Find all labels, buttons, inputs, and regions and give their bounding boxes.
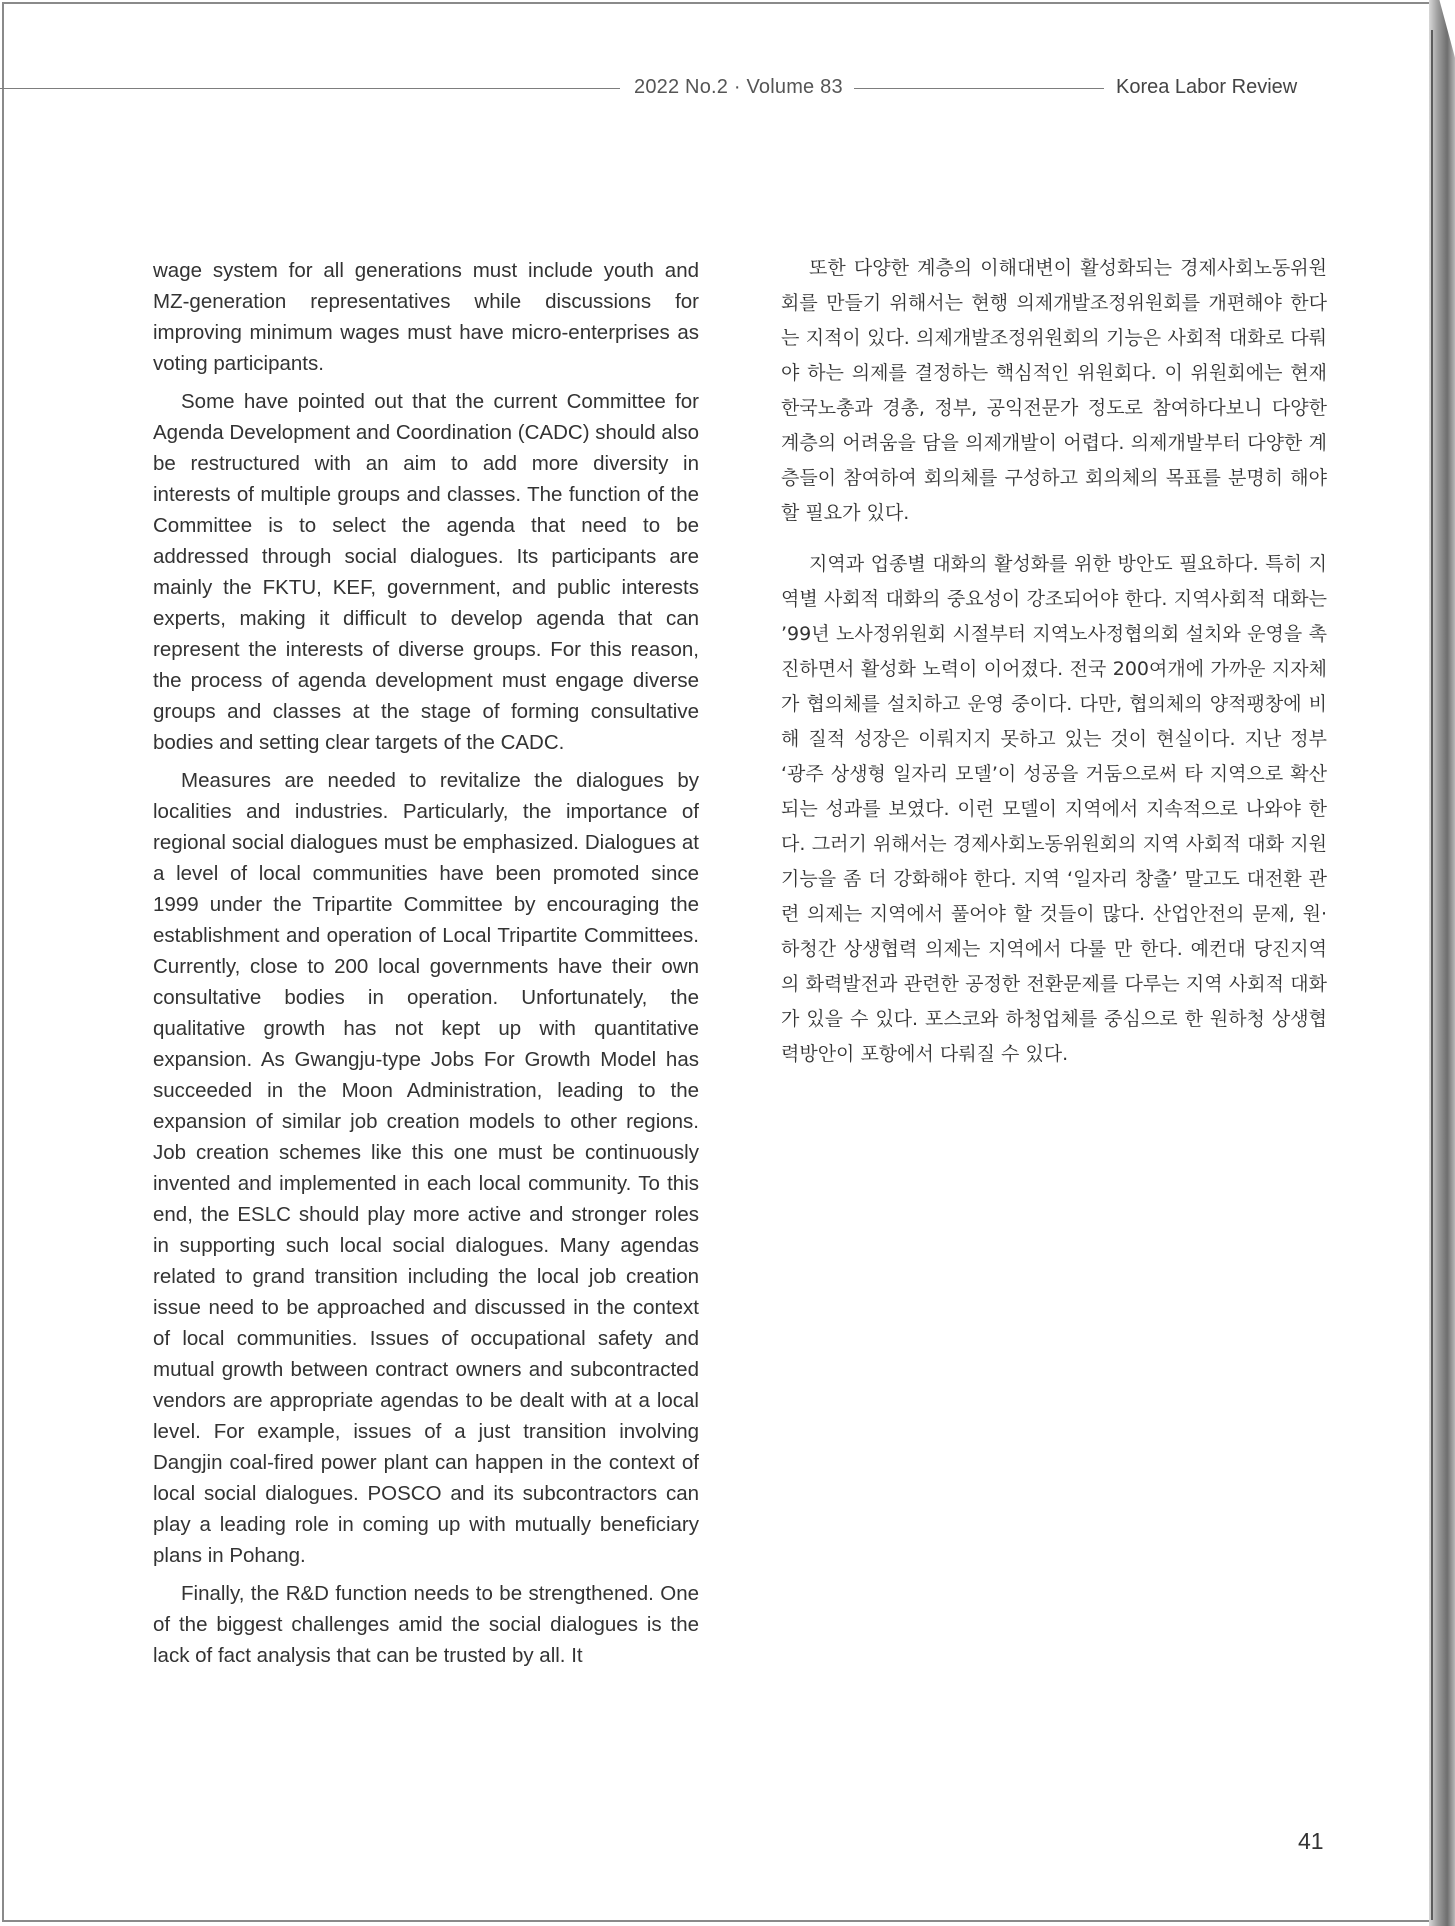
korean-paragraph-2: 지역과 업종별 대화의 활성화를 위한 방안도 필요하다. 특히 지역별 사회적 대화의 중요성이 강조되어야 한다. 지역사회적 대화는 ’99년 노사정위원회 시절부터 지역노사정협의회 설치와 운영을 촉진하면서 활성화 노력이 이어졌다. 전국 200여개에 가까운 지자체가 협의체를 설치하고 운영 중이다. 다만, 협의체의 양적팽창에 비해 질적 성장은 이뤄지지 못하고 있는 것이 현실이다. 지난 정부 ‘광주 상생형 일자리 모델’이 성공을 거둠으로써 타 지역으로 확산되는 성과를 보였다. 이런 모델이 지역에서 지속적으로 나와야 한다. 그러기 위해서는 경제사회노동위원회의 지역 사회적 대화 지원 기능을 좀 더 강화해야 한다. 지역 ‘일자리 창출’ 말고도 대전환 관련 의제는 지역에서 풀어야 할 것들이 많다. 산업안전의 문제, 원·하청간 상생협력 의제는 지역에서 다룰 만 한다. 예컨대 당진지역의 화력발전과 관련한 공정한 전환문제를 다루는 지역 사회적 대화가 있을 수 있다. 포스코와 하청업체를 중심으로 한 원하청 상생협력방안이 포항에서 다뤄질 수 있다. [781, 553, 1327, 1065]
english-paragraph-1: wage system for all generations must include youth and MZ-generation representatives while discussions for improving minimum wages must have micro-enterprises as voting participants. [153, 259, 699, 375]
english-column [153, 255, 699, 1671]
running-header [0, 76, 1330, 102]
korean-column [781, 251, 1327, 1072]
korean-paragraph-1: 또한 다양한 계층의 이해대변이 활성화되는 경제사회노동위원회를 만들기 위해서는 현행 의제개발조정위원회를 개편해야 한다는 지적이 있다. 의제개발조정위원회의 기능은 사회적 대화로 다뤄야 하는 의제를 결정하는 핵심적인 위원회다. 이 위원회에는 현재 한국노총과 경총, 정부, 공익전문가 정도로 참여하다보니 다양한 계층의 어려움을 담을 의제개발이 어렵다. 의제개발부터 다양한 계층들이 참여하여 회의체를 구성하고 회의체의 목표를 분명히 해야할 필요가 있다. [781, 257, 1327, 524]
journal-title: Korea Labor Review [1116, 76, 1298, 98]
english-paragraph-3: Measures are needed to revitalize the dialogues by localities and industries. Particularly, the importance of regional social dialogues must be emphasized. Dialogues at a level of local communities have been promoted since 1999 under the Tripartite Committee by encouraging the establishment and operation of Local Tripartite Committees. Currently, close to 200 local governments have their own consultative bodies in operation. Unfortunately, the qualitative growth has not kept up with quantitative expansion. As Gwangju-type Jobs For Growth Model has succeeded in the Moon Administration, leading to the expansion of similar job creation models to other regions. Job creation schemes like this one must be continuously invented and implemented in each local community. To this end, the ESLC should play more active and stronger roles in supporting such local social dialogues. Many agendas related to grand transition including the local job creation issue need to be approached and discussed in the context of local communities. Issues of occupational safety and mutual growth between contract owners and subcontracted vendors are appropriate agendas to be dealt with at a local level. For example, issues of a just transition involving Dangjin coal-fired power plant can happen in the context of local social dialogues. POSCO and its subcontractors can play a leading role in coming up with mutually beneficiary plans in Pohang. [153, 769, 699, 1567]
page-edge-shadow-line [1431, 30, 1433, 1920]
page-number: 41 [1298, 1828, 1324, 1854]
header-rule-left [0, 88, 620, 89]
issue-label: 2022 No.2 · Volume 83 [634, 76, 843, 98]
header-rule-middle [854, 88, 1104, 89]
english-paragraph-4: Finally, the R&D function needs to be strengthened. One of the biggest challenges amid the social dialogues is the lack of fact analysis that can be trusted by all. It [153, 1582, 699, 1667]
english-paragraph-2: Some have pointed out that the current Committee for Agenda Development and Coordination (CADC) should also be restructured with an aim to add more diversity in interests of multiple groups and classes. The function of the Committee is to select the agenda that need to be addressed through social dialogues. Its participants are mainly the FKTU, KEF, government, and public interests experts, making it difficult to develop agenda that can represent the interests of diverse groups. For this reason, the process of agenda development must engage diverse groups and classes at the stage of forming consultative bodies and setting clear targets of the CADC. [153, 390, 699, 754]
